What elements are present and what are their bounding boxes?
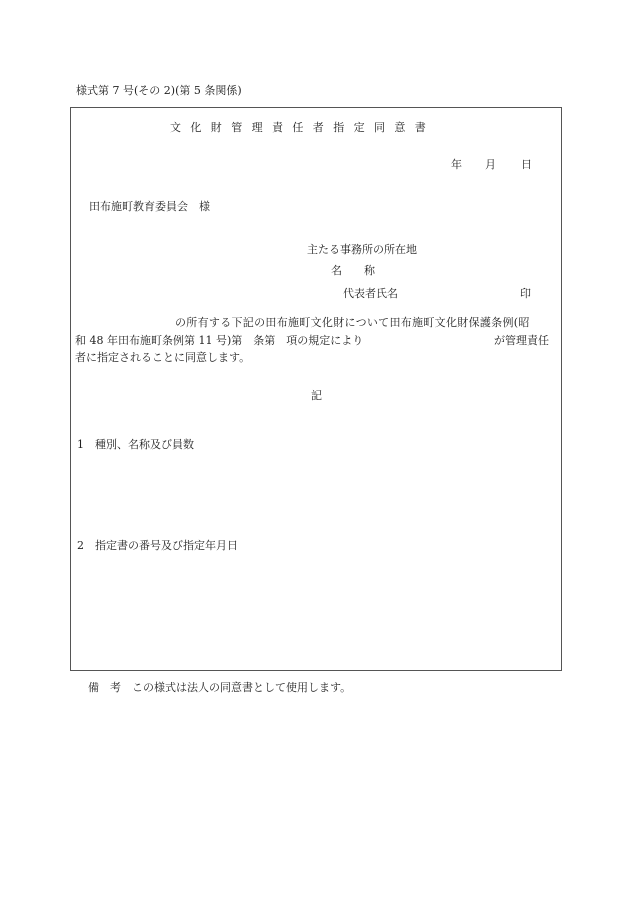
date-day: 日 (521, 158, 532, 171)
item-2: 2 指定書の番号及び指定年月日 (77, 539, 238, 552)
remarks-note: 備 考 この様式は法人の同意書として使用します。 (88, 681, 352, 694)
seal-mark: 印 (520, 287, 531, 300)
date-month: 月 (485, 158, 496, 171)
date-year: 年 (451, 158, 462, 171)
address-label: 主たる事務所の所在地 (307, 243, 417, 256)
item-1: 1 種別、名称及び員数 (77, 438, 194, 451)
body-line-1: の所有する下記の田布施町文化財について田布施町文化財保護条例(昭 (175, 316, 530, 329)
ki-heading: 記 (311, 389, 322, 402)
representative-label: 代表者氏名 (343, 287, 398, 300)
body-line-2-end: が管理責任 (494, 334, 549, 347)
addressee: 田布施町教育委員会 様 (89, 200, 210, 213)
form-number: 様式第 7 号(その 2)(第 5 条関係) (76, 84, 242, 97)
document-title: 文化財管理責任者指定同意書 (170, 121, 436, 134)
name-label: 名 称 (331, 264, 375, 277)
body-line-3: 者に指定されることに同意します。 (75, 351, 251, 364)
body-line-2: 和 48 年田布施町条例第 11 号)第 条第 項の規定により (75, 334, 364, 347)
